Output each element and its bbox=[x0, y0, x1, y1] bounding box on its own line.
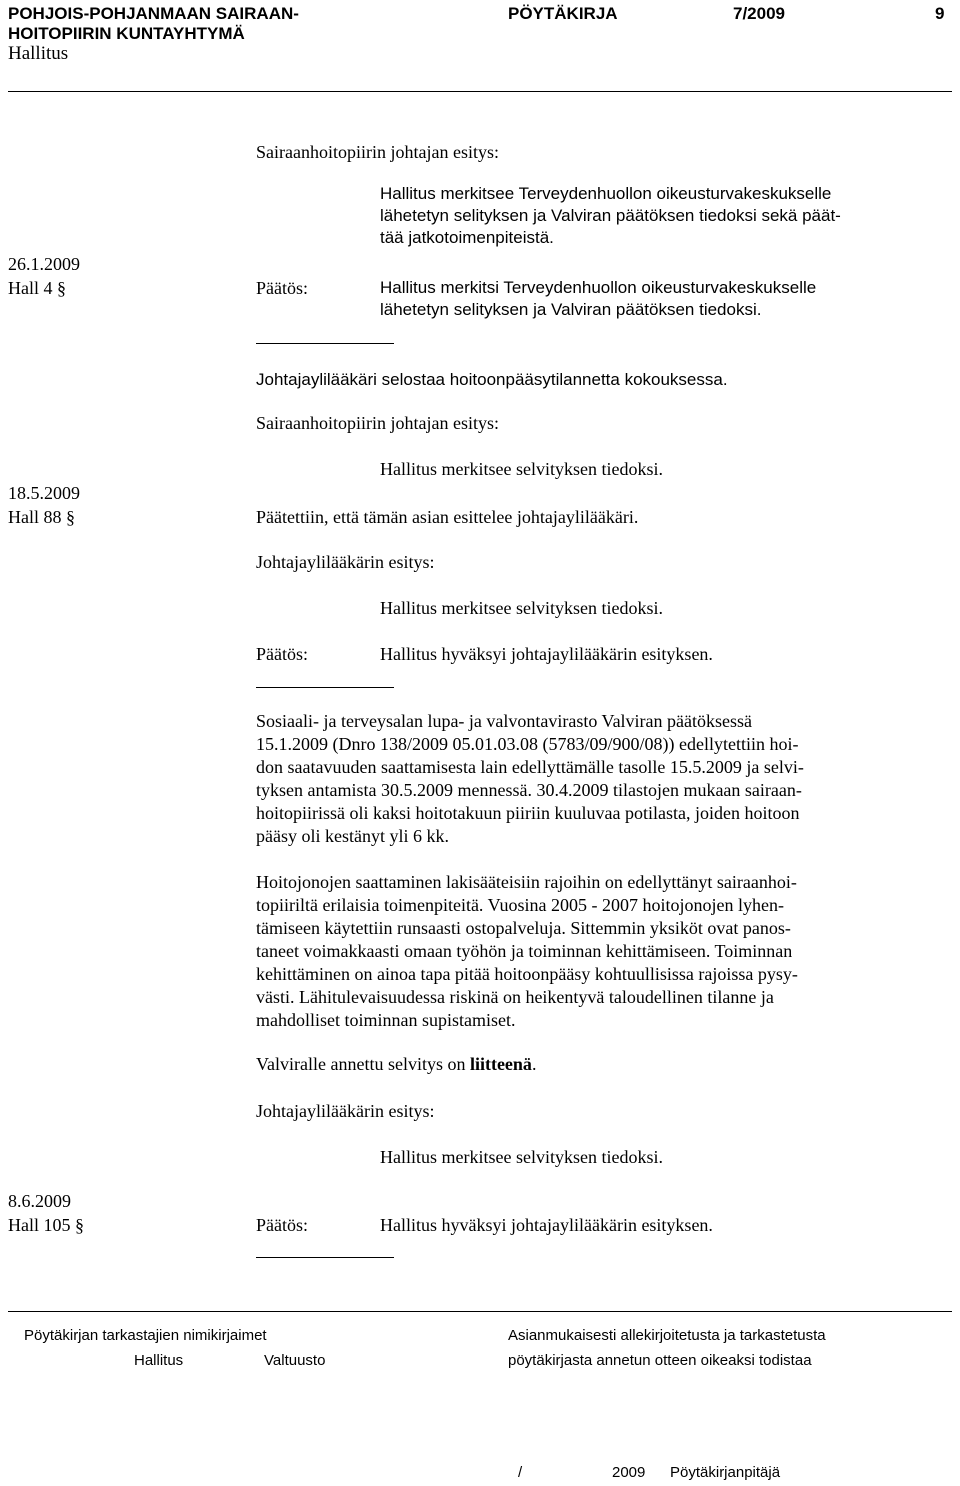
proposal-heading: Johtajaylilääkärin esitys: bbox=[256, 1101, 435, 1121]
document-number: 7/2009 bbox=[733, 4, 785, 23]
org-name-line1: POHJOIS-POHJANMAAN SAIRAAN- bbox=[8, 4, 299, 23]
decision-line: lähetetyn selityksen ja Valviran päätöksen tiedoksi. bbox=[380, 300, 762, 319]
paragraph-line: Hoitojonojen saattaminen lakisääteisiin rajoihin on edellyttänyt sairaanhoi- bbox=[256, 872, 797, 892]
proposal-line: lähetetyn selityksen ja Valviran päätöksen tiedoksi sekä päät- bbox=[380, 206, 841, 225]
paragraph-line: Sosiaali- ja terveysalan lupa- ja valvontavirasto Valviran päätöksessä bbox=[256, 711, 753, 731]
paragraph-line: mahdolliset toiminnan supistamiset. bbox=[256, 1010, 516, 1030]
section-separator bbox=[256, 1257, 394, 1258]
footer-right-line2: pöytäkirjasta annetun otteen oikeaksi todistaa bbox=[508, 1352, 812, 1369]
footer-column-valtuusto: Valtuusto bbox=[264, 1352, 326, 1369]
attachment-note bbox=[256, 1053, 536, 1075]
section-reference: Hall 4 § bbox=[8, 278, 66, 298]
attachment-prefix: Valviralle annettu selvitys on bbox=[256, 1054, 470, 1074]
proposal-text: Hallitus merkitsee selvityksen tiedoksi. bbox=[380, 598, 663, 618]
proposal-heading: Johtajaylilääkärin esitys: bbox=[256, 552, 435, 572]
decision-line: Hallitus merkitsi Terveydenhuollon oikeusturvakeskukselle bbox=[380, 278, 817, 297]
decision-label: Päätös: bbox=[256, 278, 308, 298]
paragraph-line: 15.1.2009 (Dnro 138/2009 05.01.03.08 (5783/09/900/08)) edellytettiin hoi- bbox=[256, 734, 799, 754]
proposal-heading: Sairaanhoitopiirin johtajan esitys: bbox=[256, 142, 499, 162]
footer-left-title: Pöytäkirjan tarkastajien nimikirjaimet bbox=[24, 1327, 267, 1344]
intro-text: Johtajaylilääkäri selostaa hoitoonpääsytilannetta kokouksessa. bbox=[256, 370, 728, 389]
signature-year: 2009 bbox=[612, 1464, 646, 1481]
paragraph-line: pääsy oli kestänyt yli 6 kk. bbox=[256, 826, 449, 846]
body-paragraph bbox=[256, 710, 804, 848]
paragraph-line: hoitopiirissä oli kaksi hoitotakuun piiriin kuuluvaa potilasta, joiden hoitoon bbox=[256, 803, 800, 823]
section-reference: Hall 88 § bbox=[8, 507, 75, 527]
paragraph-line: tyksen antamista 30.5.2009 mennessä. 30.4.2009 tilastojen mukaan sairaan- bbox=[256, 780, 802, 800]
paragraph-line: kehittäminen on ainoa tapa pitää hoitoonpääsy kohtuullisissa rajoissa pysy- bbox=[256, 964, 798, 984]
meeting-date: 26.1.2009 bbox=[8, 254, 80, 274]
page-number: 9 bbox=[935, 4, 945, 23]
signature-date-slash: / bbox=[518, 1464, 523, 1481]
decision-text: Hallitus hyväksyi johtajaylilääkärin esityksen. bbox=[380, 644, 713, 664]
signature-role: Pöytäkirjanpitäjä bbox=[670, 1464, 781, 1481]
org-name-line2: HOITOPIIRIN KUNTAYHTYMÄ bbox=[8, 24, 245, 43]
attachment-link-text: liitteenä bbox=[469, 1054, 532, 1074]
proposal-text: Hallitus merkitsee selvityksen tiedoksi. bbox=[380, 1147, 663, 1167]
body-name: Hallitus bbox=[8, 43, 69, 64]
attachment-suffix: . bbox=[531, 1054, 537, 1074]
footer-column-hallitus: Hallitus bbox=[134, 1352, 184, 1369]
decision-text: Päätettiin, että tämän asian esittelee johtajaylilääkäri. bbox=[256, 507, 639, 527]
footer-rule bbox=[8, 1311, 952, 1312]
decision-label: Päätös: bbox=[256, 644, 308, 664]
body-paragraph bbox=[256, 871, 798, 1032]
paragraph-line: don saatavuuden saattamisesta lain edellyttämälle tasolle 15.5.2009 ja selvi- bbox=[256, 757, 804, 777]
proposal-line: Hallitus merkitsee Terveydenhuollon oikeusturvakeskukselle bbox=[380, 184, 832, 203]
paragraph-line: tämiseen käytettiin runsaasti ostopalveluja. Sittemmin yksiköt ovat panos- bbox=[256, 918, 791, 938]
meeting-date: 8.6.2009 bbox=[8, 1191, 71, 1211]
decision-text: Hallitus hyväksyi johtajaylilääkärin esityksen. bbox=[380, 1215, 713, 1235]
section-separator bbox=[256, 343, 394, 344]
decision-label: Päätös: bbox=[256, 1215, 308, 1235]
proposal-heading: Sairaanhoitopiirin johtajan esitys: bbox=[256, 413, 499, 433]
proposal-line: tää jatkotoimenpiteistä. bbox=[380, 228, 554, 247]
proposal-text: Hallitus merkitsee selvityksen tiedoksi. bbox=[380, 459, 663, 479]
document-type: PÖYTÄKIRJA bbox=[508, 4, 618, 23]
paragraph-line: västi. Lähitulevaisuudessa riskinä on heikentyvä taloudellinen tilanne ja bbox=[256, 987, 774, 1007]
paragraph-line: topiiriltä erilaisia toimenpiteitä. Vuosina 2005 - 2007 hoitojonojen lyhen- bbox=[256, 895, 784, 915]
footer-right-line1: Asianmukaisesti allekirjoitetusta ja tarkastetusta bbox=[508, 1327, 826, 1344]
section-reference: Hall 105 § bbox=[8, 1215, 84, 1235]
header-rule bbox=[8, 91, 952, 92]
section-separator bbox=[256, 687, 394, 688]
meeting-date: 18.5.2009 bbox=[8, 483, 80, 503]
paragraph-line: taneet voimakkaasti omaan työhön ja toiminnan kehittämiseen. Toiminnan bbox=[256, 941, 793, 961]
